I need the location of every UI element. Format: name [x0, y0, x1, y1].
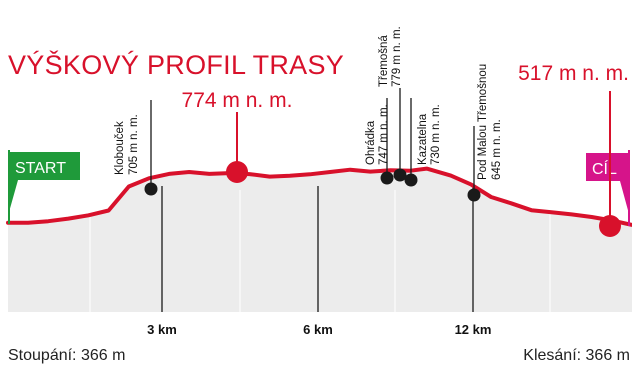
finish-flag-tail	[620, 181, 629, 214]
waypoint-name: Třemošná	[378, 35, 390, 87]
waypoint-elevation: 747 m n. m.	[378, 104, 390, 165]
waypoint-name: Klobouček	[114, 121, 126, 175]
waypoint-label	[114, 114, 140, 175]
waypoint-elevation: 645 m n. m.	[491, 119, 503, 180]
finish-label: CÍL	[592, 161, 617, 178]
waypoint-dot	[145, 183, 158, 196]
finish-elevation-label: 517 m n. m.	[518, 62, 629, 85]
profile-area	[8, 169, 632, 312]
x-tick-label: 6 km	[303, 322, 333, 337]
waypoint-name: Pod Malou Třemošnou	[477, 63, 489, 180]
max-elevation-label: 774 m n. m.	[181, 89, 293, 112]
waypoint-dot	[468, 189, 481, 202]
waypoint-elevation: 779 m n. m.	[391, 26, 403, 87]
start-label: START	[15, 160, 66, 177]
finish-elevation-dot	[599, 215, 621, 237]
waypoint-label	[477, 64, 503, 180]
waypoint-label	[378, 26, 403, 87]
waypoint-name: Ohrádka	[365, 120, 377, 165]
waypoint-label	[417, 104, 442, 165]
ascent-text: Stoupání: 366 m	[8, 347, 126, 364]
waypoint-label	[365, 104, 390, 165]
chart-title: VÝŠKOVÝ PROFIL TRASY	[8, 50, 345, 80]
waypoint-elevation: 730 m n. m.	[430, 104, 442, 165]
max-elevation-dot	[226, 161, 248, 183]
descent-text: Klesání: 366 m	[523, 347, 630, 364]
x-tick-label: 3 km	[147, 322, 177, 337]
start-flag-tail	[9, 180, 18, 212]
waypoint-dot	[381, 172, 394, 185]
x-tick-label: 12 km	[454, 322, 492, 337]
waypoint-dot	[405, 174, 418, 187]
waypoint-name: Kazatelna	[417, 113, 429, 165]
waypoint-elevation: 705 m n. m.	[128, 114, 140, 175]
